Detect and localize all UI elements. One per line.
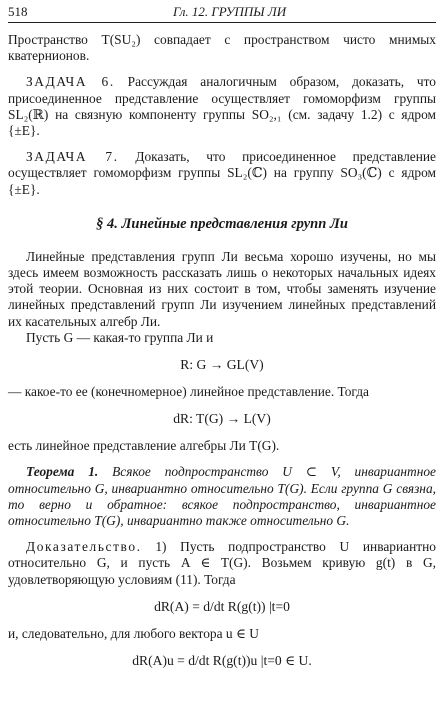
theorem-1-text: Всякое подпространство U ⊂ V, инвариантное относительно G, инвариантно относительно T(G). Если группа G связна, то верно и обратное: всякое подпространство, инвариантное относительно T(G), инвариантно также относительно G. [8, 464, 436, 529]
paragraph-consequently: и, следовательно, для любого вектора u ∈ U [8, 625, 259, 641]
theorem-1 [8, 464, 436, 529]
theorem-1-label: Теорема 1. [26, 464, 99, 480]
proof-label: Доказательство. [26, 539, 142, 555]
problem-6-text: Рассуждая аналогичным образом, доказать, что присоединенное представление осуществляет гомоморфизм группы SL₂(ℝ) на связную компоненту группы SO₂,₁ (см. задачу 1.2) с ядром {±E}. [8, 74, 436, 139]
problem-7 [8, 149, 436, 198]
paragraph-representation: — какое-то ее (конечномерное) линейное представление. Тогда [8, 384, 369, 400]
paragraph-algebra: есть линейное представление алгебры Ли T(G). [8, 438, 280, 454]
problem-7-label: ЗАДАЧА 7. [26, 149, 119, 165]
page-number: 518 [8, 4, 28, 19]
formula-derivative: dR(A) = d/dt R(g(t)) |t=0 [154, 598, 290, 614]
formula-derivative-vector: dR(A)u = d/dt R(g(t))u |t=0 ∈ U. [132, 653, 312, 669]
formula-representation: R: G → GL(V) [180, 357, 264, 373]
running-head: Гл. 12. ГРУППЫ ЛИ [173, 4, 287, 19]
problem-6 [8, 74, 436, 139]
problem-7-text: Доказать, что присоединенное представление осуществляет гомоморфизм группы SL₂(ℂ) на группу SO₃(ℂ) с ядром {±E}. [8, 149, 436, 197]
proof [8, 539, 436, 588]
paragraph-let-g: Пусть G — какая-то группа Ли и [26, 329, 214, 345]
page-header [8, 2, 436, 23]
proof-text: 1) Пусть подпространство U инвариантно относительно G, и пусть A ∈ T(G). Возьмем кривую g(t) в G, удовлетворяющую условиям (11). Тогда [8, 539, 436, 587]
problem-6-label: ЗАДАЧА 6. [26, 74, 115, 90]
page-body [8, 32, 436, 680]
paragraph-su2: Пространство T(SU₂) совпадает с пространством чисто мнимых кватернионов. [8, 32, 436, 64]
formula-differential: dR: T(G) → L(V) [173, 411, 271, 427]
paragraph-intro: Линейные представления групп Ли весьма хорошо изучены, но мы здесь имеем возможность рассказать лишь о некоторых начальных идеях этой теории. Основная из них состоит в том, чтобы заменять изучение линейных представлений групп Ли изучением линейных представлений их касательных алгебр Ли. [8, 248, 436, 329]
section-title: § 4. Линейные представления групп Ли [96, 215, 348, 232]
